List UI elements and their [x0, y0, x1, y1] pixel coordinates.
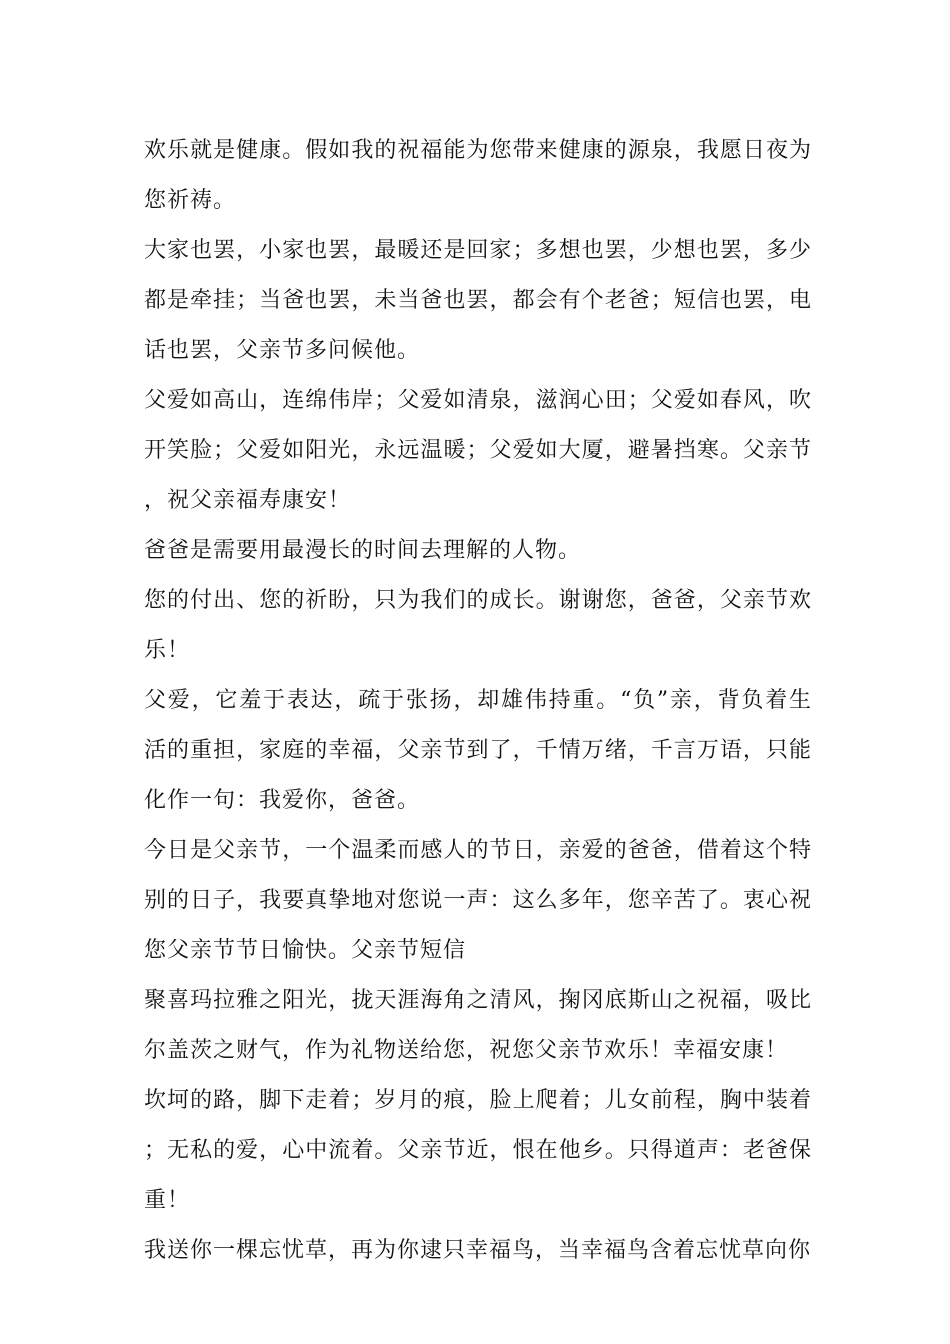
paragraph-2: 大家也罢，小家也罢，最暖还是回家；多想也罢，少想也罢，多少都是牵挂；当爸也罢，未当爸也罢，都会有个老爸；短信也罢，电话也罢，父亲节多问候他。 [144, 238, 812, 363]
paragraph-3: 父爱如高山，连绵伟岸；父爱如清泉，滋润心田；父爱如春风，吹开笑脸；父爱如阳光，永远温暖；父爱如大厦，避暑挡寒。父亲节，祝父亲福寿康安！ [144, 388, 812, 513]
paragraph-6: 父爱，它羞于表达，疏于张扬，却雄伟持重。“负”亲，背负着生活的重担，家庭的幸福，父亲节到了，千情万绪，千言万语，只能化作一句：我爱你，爸爸。 [144, 688, 812, 813]
document-body [144, 126, 812, 1276]
paragraph-4: 爸爸是需要用最漫长的时间去理解的人物。 [144, 538, 582, 563]
paragraph-10: 我送你一棵忘忧草，再为你逮只幸福鸟，当幸福鸟含着忘忧草向你 [144, 1238, 812, 1263]
paragraph-8: 聚喜玛拉雅之阳光，拢天涯海角之清风，掬冈底斯山之祝福，吸比尔盖茨之财气，作为礼物送给您，祝您父亲节欢乐！幸福安康！ [144, 988, 812, 1063]
paragraph-7: 今日是父亲节，一个温柔而感人的节日，亲爱的爸爸，借着这个特别的日子，我要真挚地对您说一声：这么多年，您辛苦了。衷心祝您父亲节节日愉快。父亲节短信 [144, 838, 812, 963]
paragraph-5: 您的付出、您的祈盼，只为我们的成长。谢谢您，爸爸，父亲节欢乐！ [144, 588, 812, 663]
paragraph-9: 坎坷的路，脚下走着；岁月的痕，脸上爬着；儿女前程，胸中装着；无私的爱，心中流着。父亲节近，恨在他乡。只得道声：老爸保重！ [144, 1088, 812, 1213]
paragraph-1: 欢乐就是健康。假如我的祝福能为您带来健康的源泉，我愿日夜为您祈祷。 [144, 138, 812, 213]
